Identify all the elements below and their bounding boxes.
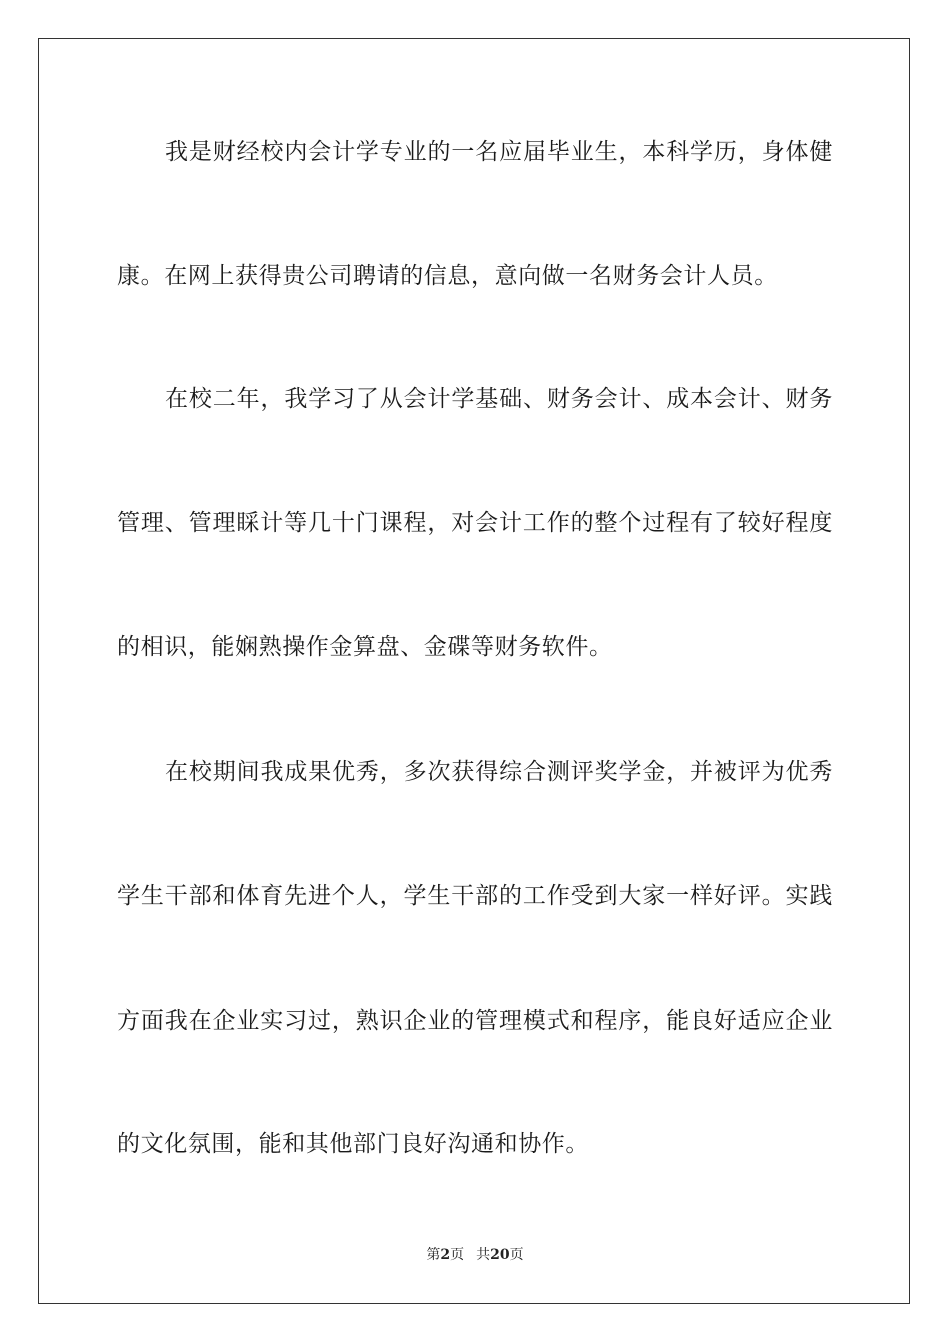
paragraph-2-line-1: 在校二年，我学习了从会计学基础、财务会计、成本会计、财务 — [165, 386, 833, 412]
paragraph-3-line-3: 方面我在企业实习过，熟识企业的管理模式和程序，能良好适应企业 — [117, 1008, 833, 1034]
page-footer — [0, 1246, 950, 1264]
paragraph-2-line-2: 管理、管理睬计等几十门课程，对会计工作的整个过程有了较好程度 — [117, 510, 833, 536]
total-pages-prefix: 共 — [476, 1247, 491, 1263]
page-number-prefix: 第 — [426, 1247, 441, 1263]
current-page-number: 2 — [440, 1247, 451, 1263]
total-pages-suffix: 页 — [509, 1247, 524, 1263]
paragraph-3-line-2: 学生干部和体育先进个人，学生干部的工作受到大家一样好评。实践 — [117, 883, 833, 909]
page-number-suffix: 页 — [450, 1247, 465, 1263]
paragraph-3-line-1: 在校期间我成果优秀，多次获得综合测评奖学金，并被评为优秀 — [165, 759, 833, 785]
paragraph-1-line-1: 我是财经校内会计学专业的一名应届毕业生，本科学历，身体健 — [165, 139, 833, 165]
page-border — [38, 38, 910, 1304]
paragraph-1-line-2: 康。在网上获得贵公司聘请的信息，意向做一名财务会计人员。 — [117, 263, 778, 289]
paragraph-2-line-3: 的相识，能娴熟操作金算盘、金碟等财务软件。 — [117, 634, 613, 660]
total-page-count: 20 — [490, 1247, 510, 1263]
paragraph-3-line-4: 的文化氛围，能和其他部门良好沟通和协作。 — [117, 1131, 589, 1157]
